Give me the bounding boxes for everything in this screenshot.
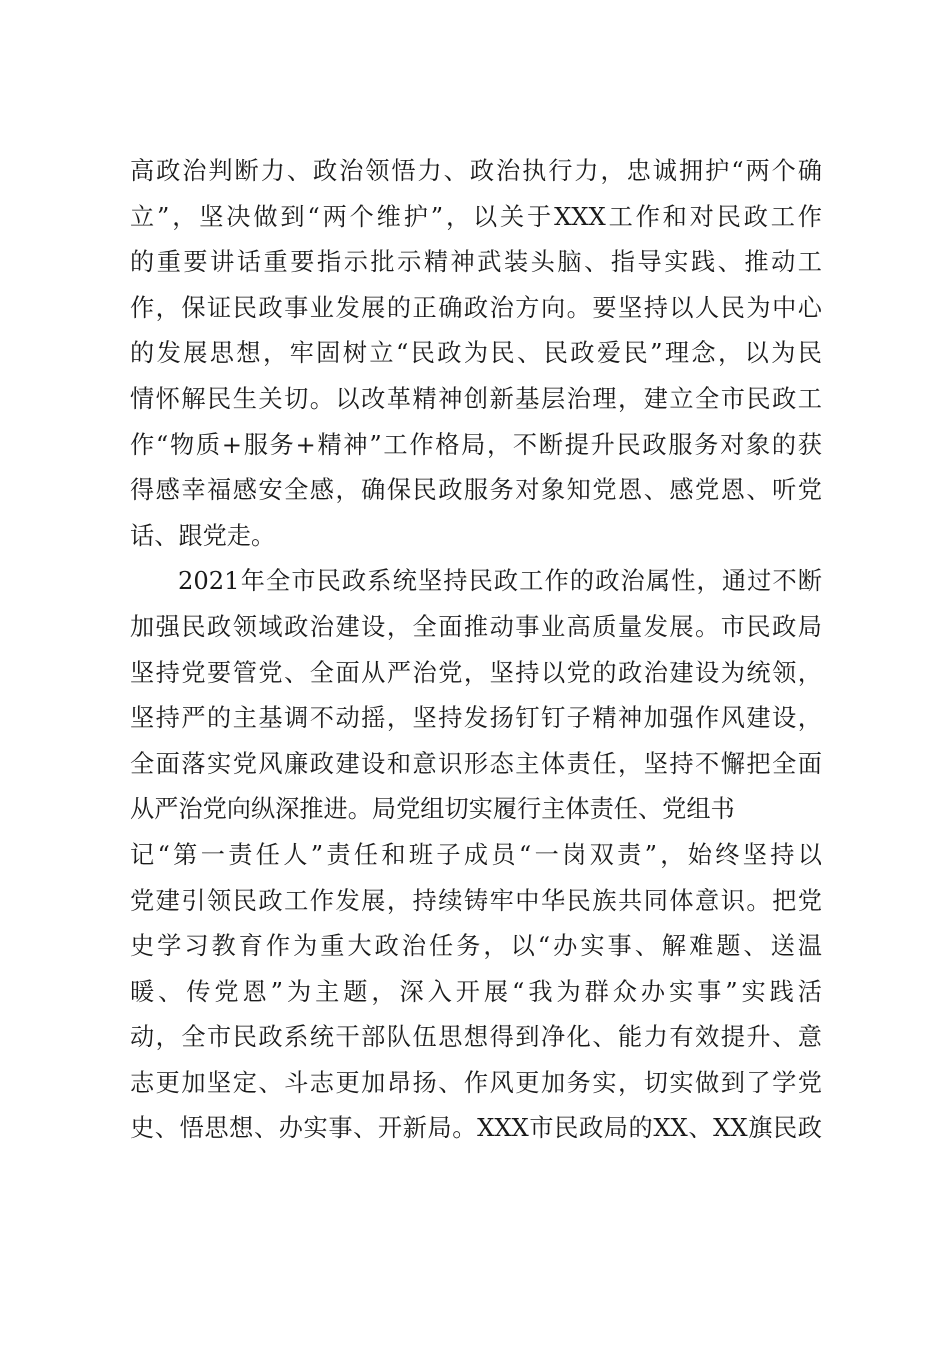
text-line: 得感幸福感安全感，确保民政服务对象知党恩、感党恩、听党 — [130, 476, 822, 505]
text-line: 立”，坚决做到“两个维护”，以关于XXX工作和对民政工作 — [130, 202, 822, 231]
text-line: 作，保证民政事业发展的正确政治方向。要坚持以人民为中心 — [130, 293, 822, 322]
text-line: 的发展思想，牢固树立“民政为民、民政爱民”理念，以为民 — [130, 339, 822, 368]
text-line: 作“物质+服务+精神”工作格局，不断提升民政服务对象的获 — [130, 430, 822, 459]
text-line: 全面落实党风廉政建设和意识形态主体责任，坚持不懈把全面 — [130, 749, 822, 778]
text-line: 坚持严的主基调不动摇，坚持发扬钉钉子精神加强作风建设， — [130, 704, 822, 733]
text-line: 史、悟思想、办实事、开新局。XXX市民政局的XX、XX旗民政 — [130, 1114, 822, 1143]
text-line: 暖、传党恩”为主题，深入开展“我为群众办实事”实践活 — [130, 977, 822, 1006]
text-line: 的重要讲话重要指示批示精神武装头脑、指导实践、推动工 — [130, 248, 822, 277]
text-line: 志更加坚定、斗志更加昂扬、作风更加务实，切实做到了学党 — [130, 1068, 822, 1097]
text-line: 2021年全市民政系统坚持民政工作的政治属性，通过不断 — [178, 567, 822, 596]
text-line: 坚持党要管党、全面从严治党，坚持以党的政治建设为统领， — [130, 658, 822, 687]
text-line: 动，全市民政系统干部队伍思想得到净化、能力有效提升、意 — [130, 1023, 822, 1052]
document-body — [130, 149, 822, 1152]
text-line: 话、跟党走。 — [130, 521, 276, 550]
paragraph-2 — [130, 559, 822, 1152]
paragraph-1 — [130, 149, 822, 559]
text-line: 记“第一责任人”责任和班子成员“一岗双责”，始终坚持以 — [130, 840, 822, 869]
text-line: 情怀解民生关切。以改革精神创新基层治理，建立全市民政工 — [130, 384, 822, 413]
text-line: 加强民政领域政治建设，全面推动事业高质量发展。市民政局 — [130, 612, 822, 641]
text-line: 党建引领民政工作发展，持续铸牢中华民族共同体意识。把党 — [130, 886, 822, 915]
text-line: 史学习教育作为重大政治任务，以“办实事、解难题、送温 — [130, 932, 822, 961]
text-line: 高政治判断力、政治领悟力、政治执行力，忠诚拥护“两个确 — [130, 157, 822, 185]
text-line: 从严治党向纵深推进。局党组切实履行主体责任、党组书 — [130, 795, 735, 824]
